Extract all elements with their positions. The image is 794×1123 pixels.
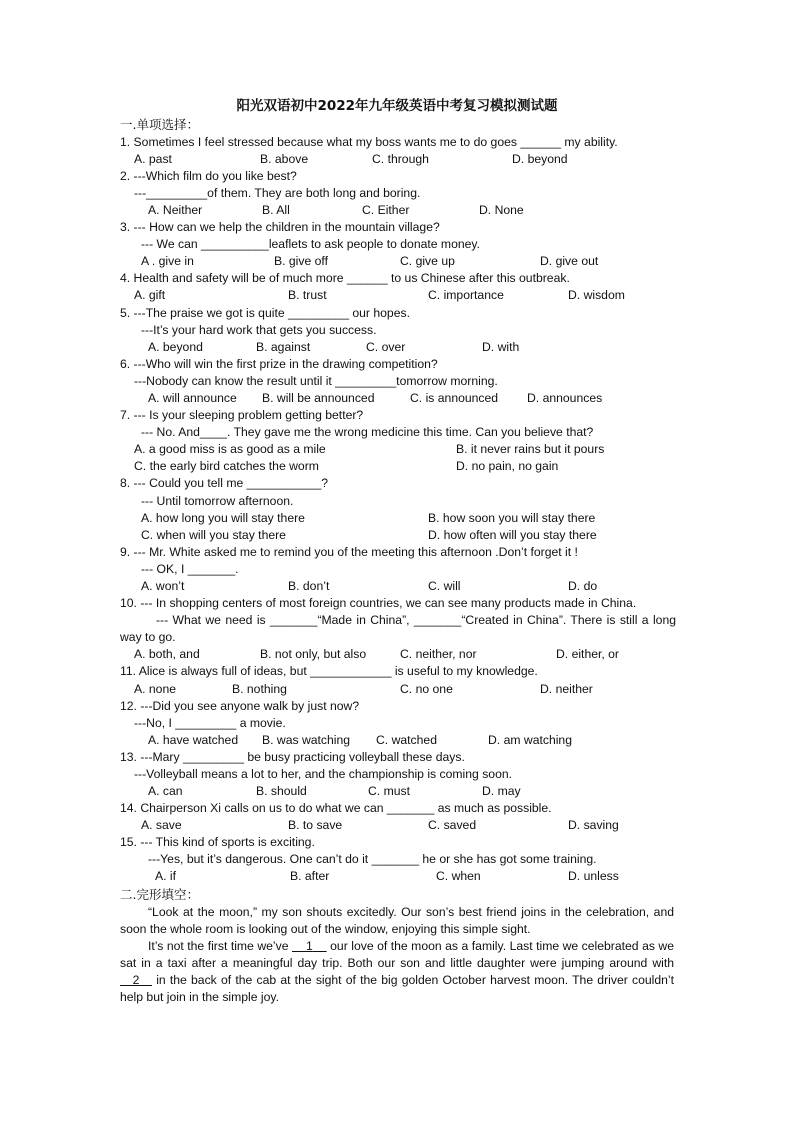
- question-9-option-c: C. will: [428, 579, 461, 593]
- question-10-option-a: A. both, and: [134, 647, 200, 661]
- question-11-option-a: A. none: [134, 682, 177, 696]
- question-4-option-c: C. importance: [428, 288, 504, 302]
- cloze-paragraph-2-part-a: It’s not the first time we’ve: [148, 939, 292, 953]
- question-1-option-b: B. above: [260, 152, 309, 166]
- question-5-option-b: B. against: [256, 340, 311, 354]
- section-heading-cloze: 二.完形填空：: [120, 887, 199, 902]
- question-1-option-c: C. through: [372, 152, 429, 166]
- question-5-stem: 5. ---The praise we got is quite _________ our hopes.: [120, 306, 410, 320]
- question-14-option-a: A. save: [141, 818, 182, 832]
- question-2-option-b: B. All: [262, 203, 290, 217]
- question-12-stem: 12. ---Did you see anyone walk by just now?: [120, 699, 360, 713]
- question-1-option-a: A. past: [134, 152, 172, 166]
- question-6-option-a: A. will announce: [148, 391, 237, 405]
- cloze-paragraph-2: [120, 938, 674, 1006]
- question-9-option-d: D. do: [568, 579, 598, 593]
- question-4-option-d: D. wisdom: [568, 288, 625, 302]
- question-11-stem: 11. Alice is always full of ideas, but ____________ is useful to my knowledge.: [120, 664, 538, 678]
- cloze-blank-1: [292, 939, 327, 953]
- question-13-option-b: B. should: [256, 784, 307, 798]
- question-14-option-c: C. saved: [428, 818, 477, 832]
- question-9-option-a: A. won’t: [141, 579, 185, 593]
- question-6-stem-reply: ---Nobody can know the result until it _________tomorrow morning.: [134, 374, 498, 388]
- question-2-option-a: A. Neither: [148, 203, 203, 217]
- question-13-option-d: D. may: [482, 784, 521, 798]
- page-title: 阳光双语初中2022年九年级英语中考复习模拟测试题: [236, 98, 558, 114]
- question-11-option-c: C. no one: [400, 682, 453, 696]
- question-13-option-a: A. can: [148, 784, 183, 798]
- question-7-option-c: C. the early bird catches the worm: [134, 459, 319, 473]
- question-3-option-b: B. give off: [274, 254, 328, 268]
- question-15-stem: 15. --- This kind of sports is exciting.: [120, 835, 315, 849]
- question-10-reply-text: --- What we need is _______“Made in China”, _______“Created in China”. There is still a long way to go.: [120, 613, 676, 644]
- question-8-option-b: B. how soon you will stay there: [428, 511, 596, 525]
- question-6-stem: 6. ---Who will win the first prize in the drawing competition?: [120, 357, 438, 371]
- cloze-blank-2: [120, 973, 152, 987]
- question-10-option-c: C. neither, nor: [400, 647, 477, 661]
- question-8-option-c: C. when will you stay there: [141, 528, 286, 542]
- question-2-stem: 2. ---Which film do you like best?: [120, 169, 297, 183]
- question-2-stem-reply: ---_________of them. They are both long and boring.: [134, 186, 421, 200]
- cloze-paragraph-1: “Look at the moon,” my son shouts excitedly. Our son’s best friend joins in the celebration, and soon the whole room is looking out of the window, enjoying this simple sight.: [120, 905, 674, 936]
- question-5-option-a: A. beyond: [148, 340, 203, 354]
- question-13-stem-reply: ---Volleyball means a lot to her, and the championship is coming soon.: [134, 767, 513, 781]
- question-9-stem: 9. --- Mr. White asked me to remind you of the meeting this afternoon .Don’t forget it !: [120, 545, 578, 559]
- question-15-option-c: C. when: [436, 869, 481, 883]
- question-15-option-a: A. if: [155, 869, 176, 883]
- question-8-stem: 8. --- Could you tell me ___________?: [120, 476, 328, 490]
- question-3-stem-reply: --- We can __________leaflets to ask people to donate money.: [141, 237, 480, 251]
- question-11-option-b: B. nothing: [232, 682, 287, 696]
- question-3-option-c: C. give up: [400, 254, 455, 268]
- question-6-option-b: B. will be announced: [262, 391, 375, 405]
- question-14-option-d: D. saving: [568, 818, 619, 832]
- question-13-stem: 13. ---Mary _________ be busy practicing volleyball these days.: [120, 750, 465, 764]
- question-10-stem-reply: [120, 612, 676, 646]
- question-8-stem-reply: --- Until tomorrow afternoon.: [141, 494, 294, 508]
- question-7-option-d: D. no pain, no gain: [456, 459, 559, 473]
- question-2-option-c: C. Either: [362, 203, 410, 217]
- question-4-stem: 4. Health and safety will be of much more ______ to us Chinese after this outbreak.: [120, 271, 570, 285]
- question-4-option-b: B. trust: [288, 288, 327, 302]
- question-5-stem-reply: ---It’s your hard work that gets you success.: [141, 323, 377, 337]
- question-7-stem-reply: --- No. And____. They gave me the wrong medicine this time. Can you believe that?: [141, 425, 594, 439]
- question-4-option-a: A. gift: [134, 288, 166, 302]
- question-5-option-d: D. with: [482, 340, 520, 354]
- question-10-option-b: B. not only, but also: [260, 647, 367, 661]
- question-6-option-c: C. is announced: [410, 391, 499, 405]
- question-14-stem: 14. Chairperson Xi calls on us to do what we can _______ as much as possible.: [120, 801, 552, 815]
- question-14-option-b: B. to save: [288, 818, 343, 832]
- question-2-option-d: D. None: [479, 203, 524, 217]
- question-12-stem-reply: ---No, I _________ a movie.: [134, 716, 286, 730]
- question-10-stem: 10. --- In shopping centers of most foreign countries, we can see many products made in China.: [120, 596, 637, 610]
- question-8-option-a: A. how long you will stay there: [141, 511, 305, 525]
- question-3-option-a: A . give in: [141, 254, 194, 268]
- cloze-paragraph-2-part-c: in the back of the cab at the sight of the big golden October harvest moon. The driver couldn’t help but join in the simple joy.: [120, 973, 674, 1004]
- question-10-option-d: D. either, or: [556, 647, 619, 661]
- question-3-option-d: D. give out: [540, 254, 599, 268]
- question-12-option-d: D. am watching: [488, 733, 572, 747]
- section-heading-single-choice: 一.单项选择：: [120, 117, 199, 132]
- question-9-option-b: B. don’t: [288, 579, 330, 593]
- question-9-stem-reply: --- OK, I _______.: [141, 562, 239, 576]
- question-3-stem: 3. --- How can we help the children in the mountain village?: [120, 220, 440, 234]
- question-12-option-c: C. watched: [376, 733, 437, 747]
- question-6-option-d: D. announces: [527, 391, 603, 405]
- question-12-option-a: A. have watched: [148, 733, 239, 747]
- question-5-option-c: C. over: [366, 340, 406, 354]
- question-1-stem: 1. Sometimes I feel stressed because what my boss wants me to do goes ______ my ability.: [120, 135, 618, 149]
- question-15-option-d: D. unless: [568, 869, 619, 883]
- cloze-blank-1-number: 1: [305, 939, 313, 953]
- question-7-option-b: B. it never rains but it pours: [456, 442, 605, 456]
- question-15-stem-reply: ---Yes, but it’s dangerous. One can’t do it _______ he or she has got some training.: [148, 852, 597, 866]
- cloze-blank-2-number: 2: [132, 973, 140, 987]
- question-11-option-d: D. neither: [540, 682, 593, 696]
- question-7-option-a: A. a good miss is as good as a mile: [134, 442, 326, 456]
- question-1-option-d: D. beyond: [512, 152, 568, 166]
- question-8-option-d: D. how often will you stay there: [428, 528, 597, 542]
- question-13-option-c: C. must: [368, 784, 410, 798]
- question-15-option-b: B. after: [290, 869, 330, 883]
- question-7-stem: 7. --- Is your sleeping problem getting better?: [120, 408, 364, 422]
- question-12-option-b: B. was watching: [262, 733, 351, 747]
- cloze-paragraph-2-part-b: our love of the moon as a family. Last time we celebrated as we sat in a taxi after a meaningful day trip. Both our son and little daughter were jumping around with: [120, 939, 675, 970]
